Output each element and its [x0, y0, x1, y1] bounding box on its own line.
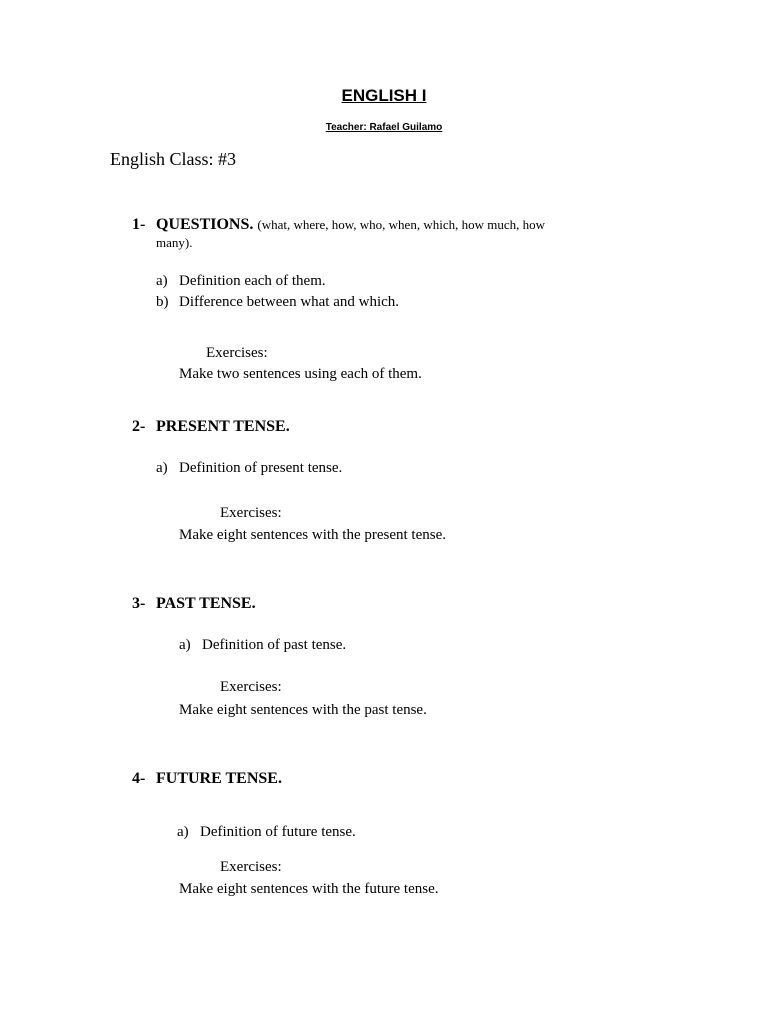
item-text: Definition of present tense. [179, 460, 343, 476]
item-marker: b) [156, 294, 169, 310]
section-number: 1- [132, 216, 146, 233]
section-title: FUTURE TENSE. [156, 770, 282, 787]
section-heading-line [156, 216, 545, 234]
item-marker: a) [156, 460, 168, 476]
exercise-instruction: Make two sentences using each of them. [179, 366, 422, 382]
exercise-instruction: Make eight sentences with the present tense. [179, 527, 446, 543]
item-marker: a) [179, 637, 191, 653]
section-title: PAST TENSE. [156, 595, 256, 612]
exercise-instruction: Make eight sentences with the past tense. [179, 702, 427, 718]
section-note-continued: many). [156, 235, 193, 250]
item-text: Difference between what and which. [179, 294, 400, 310]
exercises-label: Exercises: [206, 345, 268, 361]
section-number: 2- [132, 418, 146, 435]
section-title: PRESENT TENSE. [156, 418, 290, 435]
exercises-label: Exercises: [220, 859, 282, 875]
class-number-line: English Class: #3 [110, 149, 237, 169]
item-text: Definition of future tense. [200, 824, 356, 840]
exercises-label: Exercises: [220, 679, 282, 695]
item-text: Definition each of them. [179, 273, 326, 289]
exercises-label: Exercises: [220, 505, 282, 521]
section-number: 3- [132, 595, 146, 612]
exercise-instruction: Make eight sentences with the future tense. [179, 881, 439, 897]
section-number: 4- [132, 770, 146, 787]
teacher-name: Teacher: Rafael Guilamo [325, 122, 443, 133]
item-marker: a) [177, 824, 189, 840]
section-title: QUESTIONS. [156, 216, 254, 233]
item-marker: a) [156, 273, 168, 289]
section-note: (what, where, how, who, when, which, how much, how [257, 217, 545, 232]
document-title: ENGLISH I [341, 86, 427, 105]
item-text: Definition of past tense. [202, 637, 347, 653]
